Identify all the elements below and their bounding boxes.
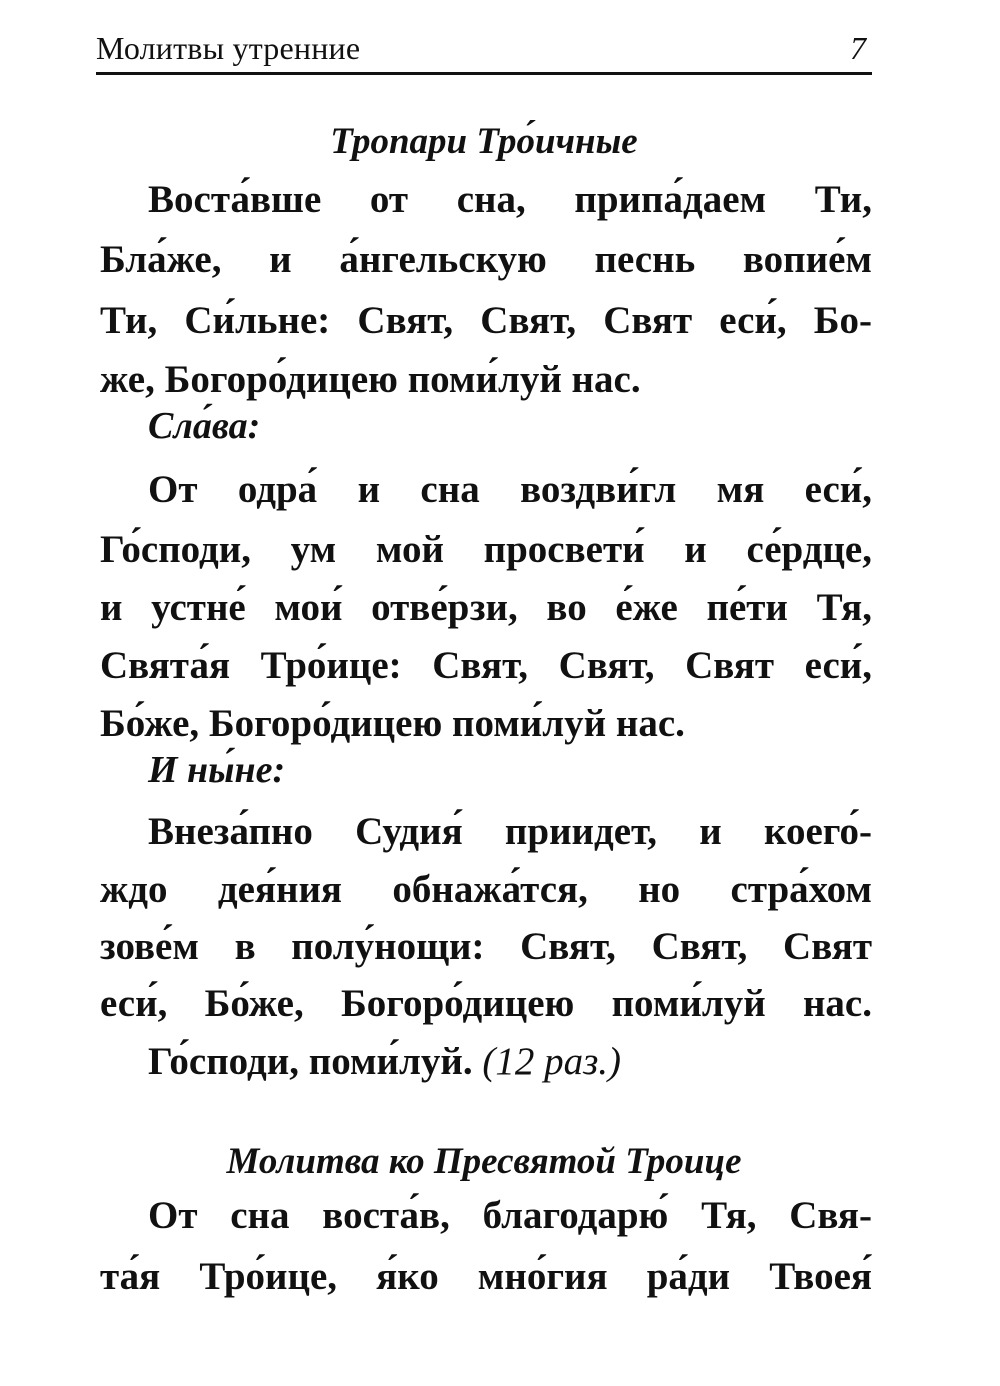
repeat-remark: (12 раз.) — [482, 1040, 622, 1083]
text-line: Бла́же, и а́нгельскую песнь вопие́м — [100, 238, 872, 281]
text-line: Воста́вше от сна, припа́даем Ти, — [148, 178, 872, 221]
text-line: Бо́же, Богоро́дицею поми́луй нас. — [100, 702, 685, 745]
page-header — [96, 24, 872, 75]
text-line: От одра́ и сна воздви́гл мя еси́, — [148, 468, 872, 511]
text-line: От сна воста́в, благодарю́ Тя, Свя- — [148, 1194, 872, 1237]
text-line: ждо дея́ния обнажа́тся, но стра́хом — [100, 868, 872, 911]
text-line: Ти, Си́льне: Свят, Свят, Свят еси́, Бо- — [100, 299, 872, 342]
text-line — [148, 1032, 872, 1092]
text-line: Го́споди, ум мой просвети́ и се́рдце, — [100, 528, 872, 571]
text-line: еси́, Бо́же, Богоро́дицею поми́луй нас. — [100, 982, 872, 1025]
label-i-nyne: И ны́не: — [148, 749, 286, 791]
text-line: Свята́я Тро́ице: Свят, Свят, Свят еси́, — [100, 644, 872, 687]
text-line: зове́м в полу́нощи: Свят, Свят, Свят — [100, 925, 872, 968]
section-heading-troparia: Тропари Тро́ичные — [330, 121, 638, 162]
running-title: Молитвы утренние — [96, 30, 361, 66]
page-number: 7 — [850, 30, 866, 66]
text-line: Внеза́пно Судия́ приидет, и коего́- — [148, 810, 872, 853]
kyrie-text: Го́споди, поми́луй. — [148, 1040, 473, 1083]
text-line: же, Богоро́дицею поми́луй нас. — [100, 358, 641, 401]
text-line: та́я Тро́ице, я́ко мно́гия ра́ди Твоея́ — [100, 1255, 872, 1298]
label-slava: Сла́ва: — [148, 405, 261, 447]
section-heading-trinity-prayer: Молитва ко Пресвятой Троице — [226, 1141, 742, 1182]
text-line: и устне́ мои́ отве́рзи, во е́же пе́ти Тя, — [100, 586, 872, 629]
